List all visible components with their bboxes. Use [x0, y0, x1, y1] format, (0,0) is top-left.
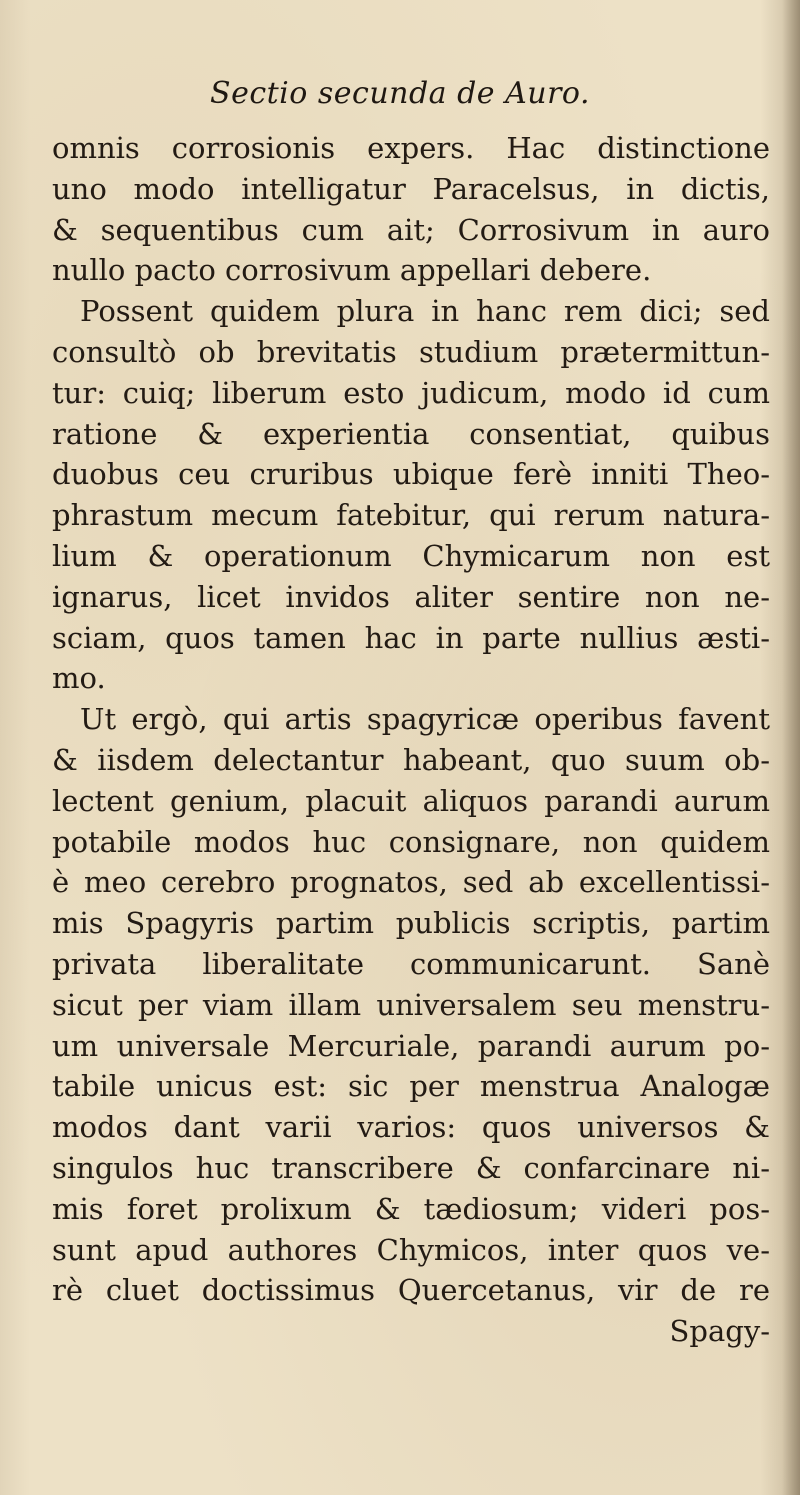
page-spine-shadow — [782, 0, 800, 1495]
text-line: ignarus, licet invidos aliter sentire non ne- — [52, 579, 770, 614]
catchword: Spagy- — [669, 1314, 770, 1349]
text-line: privata liberalitate communicarunt. Sanè — [52, 946, 770, 981]
text-line: duobus ceu cruribus ubique ferè inniti Theo- — [52, 457, 770, 492]
running-head: Sectio secunda de Auro. — [210, 76, 590, 111]
text-line: sicut per viam illam universalem seu menstru- — [52, 987, 770, 1022]
text-line: lectent genium, placuit aliquos parandi aurum — [52, 783, 770, 818]
text-line: consultò ob brevitatis studium prætermittun- — [52, 334, 770, 369]
text-line: sciam, quos tamen hac in parte nullius æsti- — [52, 620, 770, 655]
text-line: mis foret prolixum & tædiosum; videri pos- — [52, 1191, 770, 1226]
text-line: potabile modos huc consignare, non quidem — [52, 824, 770, 859]
text-line: phrastum mecum fatebitur, qui rerum natura- — [52, 498, 770, 533]
text-line: uno modo intelligatur Paracelsus, in dictis, — [52, 171, 770, 206]
text-line: mis Spagyris partim publicis scriptis, partim — [52, 906, 770, 941]
text-line: tur: cuiq; liberum esto judicum, modo id cum — [52, 375, 770, 410]
text-line: & sequentibus cum ait; Corrosivum in auro — [52, 212, 770, 247]
text-line: è meo cerebro prognatos, sed ab excellentissi- — [52, 865, 770, 900]
text-line: ratione & experientia consentiat, quibus — [52, 416, 770, 451]
text-line: mo. — [52, 661, 106, 696]
text-line: sunt apud authores Chymicos, inter quos ve- — [52, 1232, 770, 1267]
text-line: & iisdem delectantur habeant, quo suum ob- — [52, 742, 770, 777]
text-line: tabile unicus est: sic per menstrua Analogæ — [52, 1069, 770, 1104]
text-line: lium & operationum Chymicarum non est — [52, 538, 770, 573]
text-line: rè cluet doctissimus Quercetanus, vir de re — [52, 1273, 770, 1308]
text-line: Possent quidem plura in hanc rem dici; sed — [80, 294, 770, 329]
body-text — [52, 128, 770, 1352]
text-line: omnis corrosionis expers. Hac distinctione — [52, 131, 770, 165]
text-line: Ut ergò, qui artis spagyricæ operibus favent — [80, 702, 770, 737]
text-line: um universale Mercuriale, parandi aurum po- — [52, 1028, 770, 1063]
text-line: nullo pacto corrosivum appellari debere. — [52, 253, 652, 288]
text-line: singulos huc transcribere & confarcinare ni- — [52, 1150, 770, 1185]
text-line: modos dant varii varios: quos universos & — [52, 1110, 770, 1145]
